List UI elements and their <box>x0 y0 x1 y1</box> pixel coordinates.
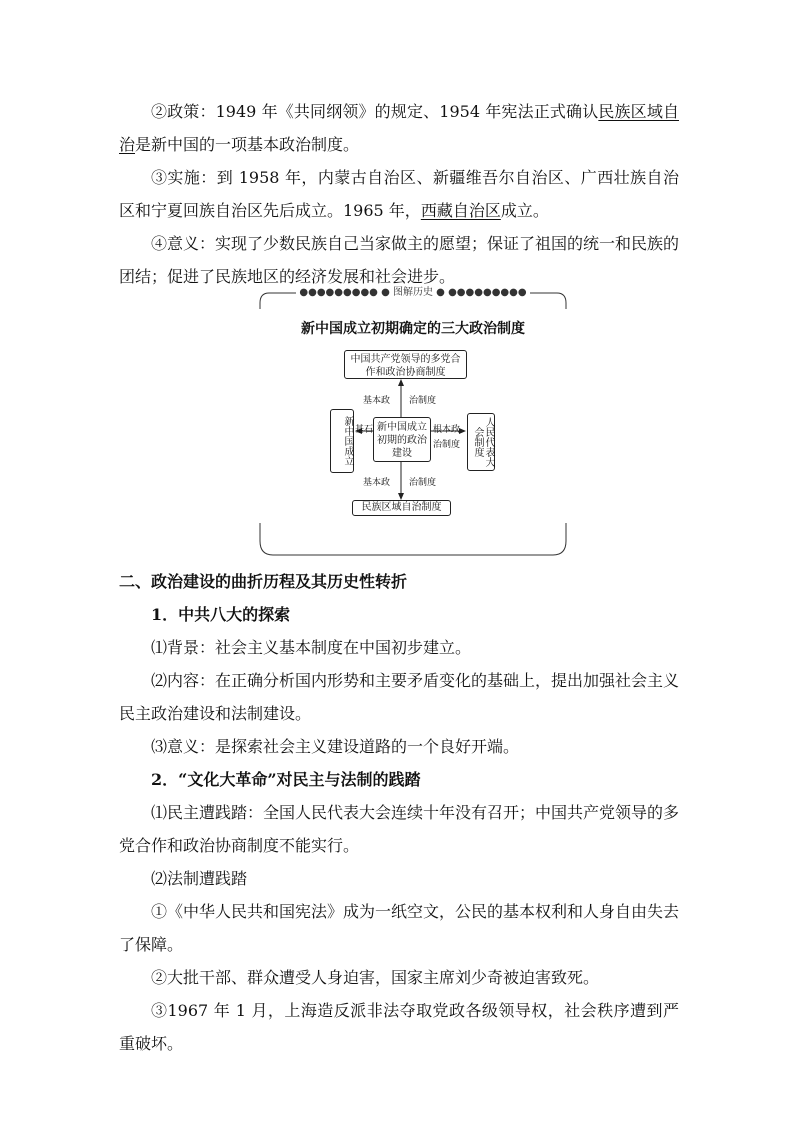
implementation-text-b: 成立。 <box>500 201 549 220</box>
policy-underline: 民族区域自治 <box>119 102 679 154</box>
shanghai-paragraph: ③1967 年 1 月，上海造反派非法夺取党政各级领导权，社会秩序遭到严重破坏。 <box>119 1001 679 1053</box>
illustrated-history-tag: ●●●●●●●●● ● 图解历史 ● ●●●●●●●●● <box>259 283 567 298</box>
policy-paragraph <box>119 95 679 161</box>
regional-autonomy-box: 民族区域自治制度 <box>352 500 451 516</box>
implementation-paragraph <box>119 161 679 227</box>
cppcc-system-box: 中国共产党领导的多党合作和政治协商制度 <box>344 350 467 379</box>
significance-paragraph: ④意义：实现了少数民族自己当家做主的愿望；保证了祖国的统一和民族的团结；促进了民族地区的经济发展和社会进步。 <box>119 234 680 286</box>
npc-system-box: 人民代表大会制度 <box>467 413 495 471</box>
subheading-8th-congress: 1．中共八大的探索 <box>151 605 291 624</box>
policy-text-b: 是新中国的一项基本政治制度。 <box>135 135 360 154</box>
background-paragraph: ⑴背景：社会主义基本制度在中国初步建立。 <box>151 638 472 657</box>
content-paragraph: ⑵内容：在正确分析国内形势和主要矛盾变化的基础上，提出加强社会主义民主政治建设和法制建设。 <box>119 671 680 723</box>
label-right-2: 治制度 <box>433 440 461 450</box>
policy-text-a: ②政策：1949 年《共同纲领》的规定、1954 年宪法正式确认 <box>151 102 599 121</box>
democracy-trampled-paragraph: ⑴民主遭践踏：全国人民代表大会连续十年没有召开；中国共产党领导的多党合作和政治协商制度不能实行。 <box>119 803 680 855</box>
implementation-underline: 西藏自治区 <box>420 201 501 220</box>
label-top-left: 基本政 <box>363 396 391 406</box>
label-bottom-left: 基本政 <box>363 478 391 488</box>
figure-title: 新中国成立初期确定的三大政治制度 <box>301 321 525 337</box>
legal-trampled-heading: ⑵法制遭践踏 <box>151 869 248 888</box>
persecution-paragraph: ②大批干部、群众遭受人身迫害，国家主席刘少奇被迫害致死。 <box>151 968 600 987</box>
figure-panel <box>259 289 567 557</box>
political-construction-box: 新中国成立初期的政治建设 <box>373 417 431 462</box>
section-heading: 二、政治建设的曲折历程及其历史性转折 <box>119 572 408 591</box>
meaning-paragraph: ⑶意义：是探索社会主义建设道路的一个良好开端。 <box>151 737 520 756</box>
label-right-1: 根本政 <box>433 425 461 435</box>
constitution-paragraph: ①《中华人民共和国宪法》成为一纸空文，公民的基本权利和人身自由失去了保障。 <box>119 902 680 954</box>
implementation-text-a: ③实施：到 1958 年，内蒙古自治区、新疆维吾尔自治区、广西壮族自治区和宁夏回族自治区先后成立。1965 年， <box>119 168 679 220</box>
new-china-founding-box: 新中国成立 <box>330 409 354 473</box>
subheading-cultural-revolution: 2．“文化大革命”对民主与法制的践踏 <box>151 770 421 789</box>
label-bottom-right: 治制度 <box>409 478 437 488</box>
label-top-right: 治制度 <box>409 396 437 406</box>
label-foundation: 基石 <box>355 425 374 435</box>
